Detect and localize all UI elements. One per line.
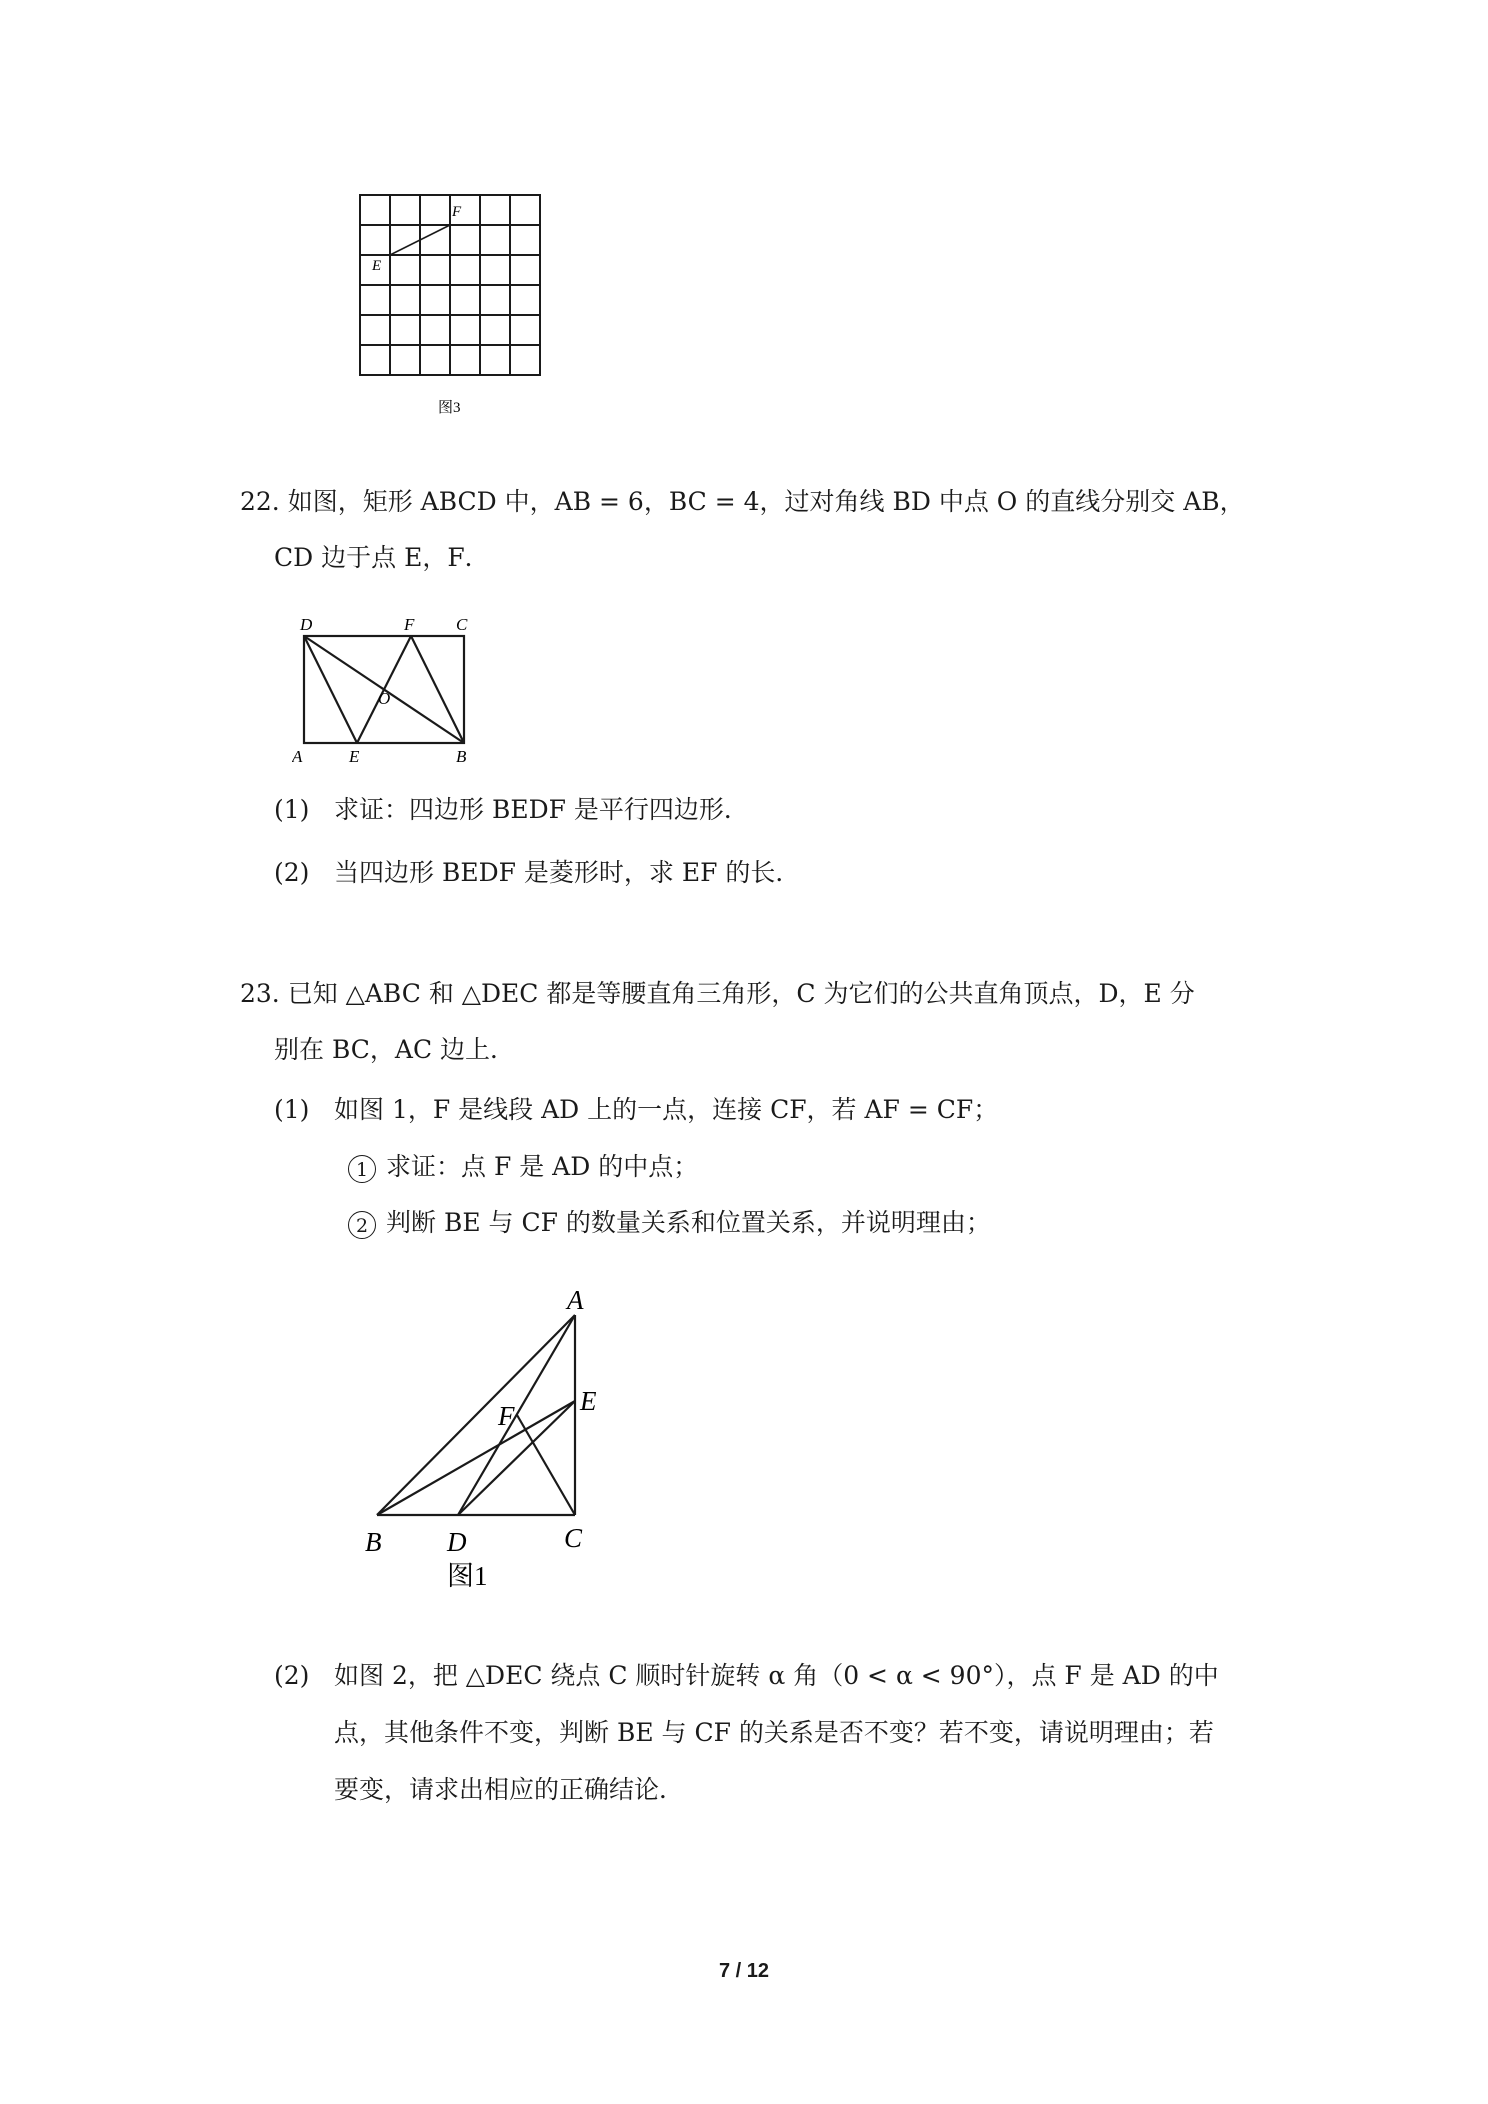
q23-sub-2-marker: 2 (348, 1211, 376, 1239)
q23-fig-label-b: B (365, 1527, 382, 1557)
q23-sub-1-text: 求证：点 F 是 AD 的中点； (386, 1152, 699, 1181)
figure-3-label-e: E (372, 258, 382, 274)
q23-part-2-number: (2) (274, 1661, 310, 1690)
q22-part-2-text: 当四边形 BEDF 是菱形时，求 EF 的长． (334, 858, 801, 887)
q23-fig-label-c: C (564, 1523, 583, 1553)
q23-line-2: 别在 BC，AC 边上． (274, 1035, 516, 1064)
figure-3-label-f: F (452, 204, 462, 220)
q23-line-1: 23. 已知 △ABC 和 △DEC 都是等腰直角三角形，C 为它们的公共直角顶点，D，E 分 (240, 979, 1195, 1008)
q23-part-1-text: 如图 1，F 是线段 AD 上的一点，连接 CF，若 AF = CF； (334, 1095, 999, 1124)
q22-label-b: B (456, 747, 467, 766)
q23-sub-2-text: 判断 BE 与 CF 的数量关系和位置关系，并说明理由； (386, 1208, 991, 1237)
q22-label-c: C (456, 615, 468, 634)
q23-fig-label-a: A (567, 1285, 584, 1315)
q22-rectangle-figure (292, 606, 492, 766)
q23-fig-caption: 图1 (447, 1561, 488, 1591)
q23-part-1-number: (1) (274, 1095, 310, 1124)
q23-fig-label-f: F (498, 1401, 515, 1431)
q22-label-d: D (300, 615, 313, 634)
q22-part-2-number: (2) (274, 858, 310, 887)
q23-part-2-line-3: 要变，请求出相应的正确结论． (334, 1775, 685, 1804)
q23-figure-1 (355, 1285, 645, 1595)
q22-label-a: A (292, 747, 303, 766)
q22-line-2: CD 边于点 E，F． (274, 543, 490, 572)
q23-sub-1-marker: 1 (348, 1155, 376, 1183)
q23-fig-label-e: E (580, 1386, 597, 1416)
q22-line-1: 22. 如图，矩形 ABCD 中，AB = 6，BC = 4，过对角线 BD 中点 O 的直线分别交 AB， (240, 487, 1245, 516)
q23-sub-1 (348, 1151, 698, 1183)
q23-fig-label-d: D (447, 1527, 467, 1557)
q23-part-2-line-1: 如图 2，把 △DEC 绕点 C 顺时针旋转 α 角（0 < α < 90°），点 F 是 AD 的中 (334, 1661, 1219, 1690)
q22-part-1-text: 求证：四边形 BEDF 是平行四边形． (334, 795, 749, 824)
page-number: 7 / 12 (718, 1960, 770, 1982)
q23-part-2-line-2: 点，其他条件不变，判断 BE 与 CF 的关系是否不变？若不变，请说明理由；若 (334, 1718, 1214, 1747)
q22-label-e: E (349, 747, 360, 766)
q23-sub-2 (348, 1207, 991, 1239)
q22-part-1-number: (1) (274, 795, 310, 824)
q22-label-o: O (378, 689, 391, 708)
figure-3-caption: 图3 (438, 400, 461, 416)
q22-label-f: F (404, 615, 415, 634)
figure-3-grid (350, 190, 550, 450)
